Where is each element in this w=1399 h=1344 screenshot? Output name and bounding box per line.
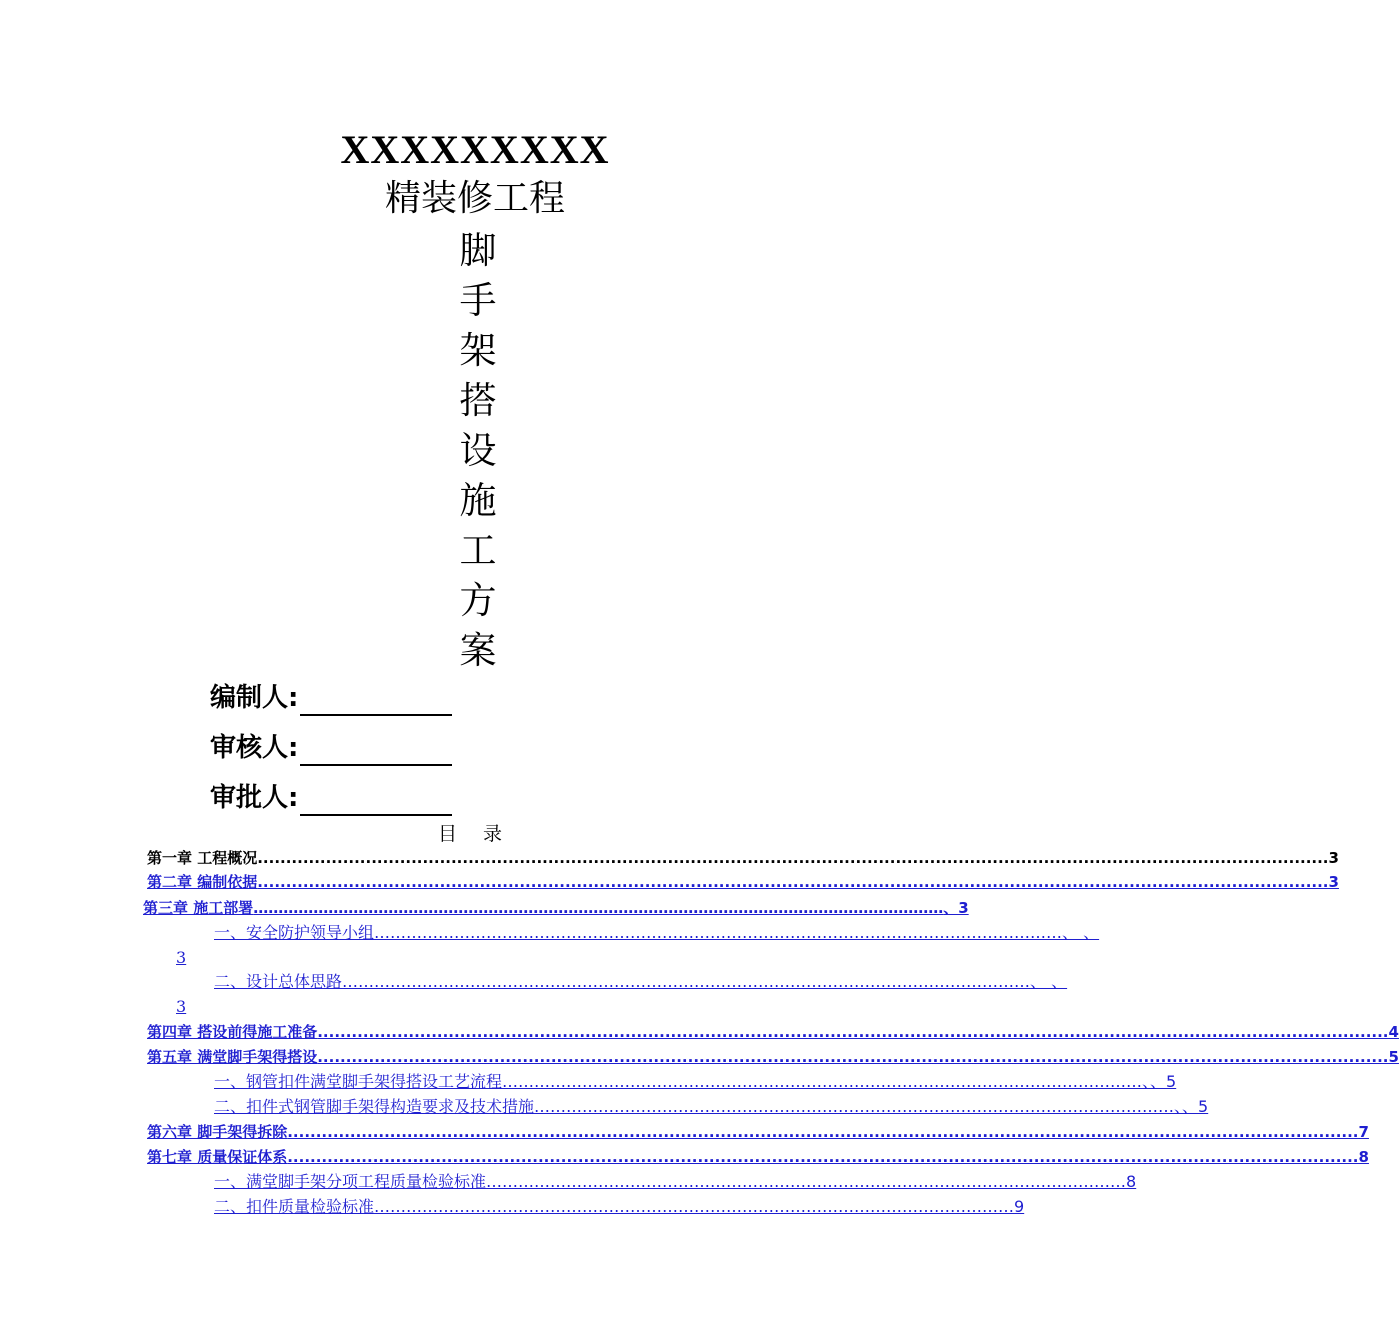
- toc-page-number: 9: [1014, 1197, 1025, 1216]
- toc-entry-section[interactable]: [214, 970, 1068, 994]
- toc-entry-chapter-1[interactable]: [147, 846, 1339, 870]
- toc-entry-chapter-3[interactable]: [143, 896, 969, 920]
- signature-blank-line: [300, 784, 452, 816]
- toc-entry-label: 二、扣件式钢管脚手架得构造要求及技术措施: [214, 1097, 535, 1116]
- toc-page-number: 5: [1388, 1048, 1399, 1066]
- toc-entry-label: 第七章 质量保证体系: [147, 1148, 288, 1166]
- toc-entry-label: 一、满堂脚手架分项工程质量检验标准: [214, 1172, 487, 1191]
- toc-page-number[interactable]: 3: [176, 948, 187, 967]
- signature-approver: [210, 780, 452, 816]
- toc-entry-section[interactable]: [214, 921, 1100, 945]
- vertical-title-char: 方: [459, 579, 497, 622]
- toc-page-number: 3: [1328, 849, 1339, 867]
- toc-leader-dots: ............................................................................................................................................................................................: [287, 1123, 1359, 1141]
- vertical-title-char: 手: [459, 279, 497, 322]
- toc-entry-chapter-7[interactable]: [147, 1145, 1369, 1169]
- signature-blank-line: [300, 684, 452, 716]
- vertical-title-char: 工: [459, 529, 497, 572]
- toc-entry-chapter-6[interactable]: [147, 1120, 1369, 1144]
- vertical-title-char: 脚: [459, 229, 497, 272]
- project-type-title: 精装修工程: [384, 178, 565, 219]
- signature-label: 审批人:: [210, 783, 299, 813]
- signature-compiler: [210, 680, 452, 716]
- toc-page-number: 8: [1358, 1148, 1369, 1166]
- vertical-title-char: 设: [459, 429, 497, 472]
- toc-entry-label: 二、设计总体思路: [214, 972, 343, 991]
- toc-page-number: 7: [1358, 1123, 1369, 1141]
- toc-entry-chapter-2[interactable]: [147, 870, 1339, 894]
- toc-leader-dots: ............................................................................................................................................................................................: [257, 849, 1329, 867]
- toc-leader-dots: …………………………………………………………………………………………………………: [374, 1197, 1015, 1216]
- toc-page-number[interactable]: 3: [176, 997, 187, 1016]
- project-name-title: XXXXXXXXX: [340, 127, 610, 172]
- toc-page-number: 、 、: [1062, 923, 1100, 942]
- toc-leader-dots: …………………………………………………………………………………………………………: [502, 1072, 1143, 1091]
- toc-title: 目 录: [437, 823, 513, 845]
- toc-entry-label: 一、安全防护领导小组: [214, 923, 375, 942]
- toc-leader-dots: ............................................................................................................................................................................................: [317, 1023, 1389, 1041]
- toc-leader-dots: …………………………………………………………………………………………………………………: [374, 923, 1063, 942]
- toc-entry-chapter-4[interactable]: [147, 1020, 1399, 1044]
- toc-page-number: 、、5: [1142, 1072, 1177, 1091]
- toc-page-number: 、3: [943, 899, 969, 917]
- toc-leader-dots: …………………………………………………………………………………………………………………………: [253, 899, 944, 917]
- toc-entry-label: 第一章 工程概况: [147, 849, 258, 867]
- signature-label: 审核人:: [210, 733, 299, 763]
- signature-reviewer: [210, 730, 452, 766]
- toc-entry-section[interactable]: [214, 1195, 1025, 1219]
- toc-page-number: 4: [1388, 1023, 1399, 1041]
- toc-leader-dots: …………………………………………………………………………………………………………: [486, 1172, 1127, 1191]
- toc-entry-label: 第六章 脚手架得拆除: [147, 1123, 288, 1141]
- signature-label: 编制人:: [210, 683, 299, 713]
- toc-entry-section[interactable]: [214, 1095, 1209, 1119]
- vertical-title-char: 架: [459, 329, 497, 372]
- toc-entry-label: 一、钢管扣件满堂脚手架得搭设工艺流程: [214, 1072, 503, 1091]
- toc-entry-section[interactable]: [214, 1070, 1177, 1094]
- toc-leader-dots: …………………………………………………………………………………………………………………: [342, 972, 1031, 991]
- toc-entry-label: 二、扣件质量检验标准: [214, 1197, 375, 1216]
- toc-leader-dots: ............................................................................................................................................................................................: [257, 873, 1329, 891]
- toc-entry-label: 第二章 编制依据: [147, 873, 258, 891]
- toc-page-number: 8: [1126, 1172, 1137, 1191]
- toc-page-number: 3: [1328, 873, 1339, 891]
- signature-blank-line: [300, 734, 452, 766]
- toc-entry-label: 第五章 满堂脚手架得搭设: [147, 1048, 318, 1066]
- toc-entry-label: 第四章 搭设前得施工准备: [147, 1023, 318, 1041]
- toc-leader-dots: …………………………………………………………………………………………………………: [534, 1097, 1175, 1116]
- toc-entry-label: 第三章 施工部署: [143, 899, 254, 917]
- toc-leader-dots: ............................................................................................................................................................................................: [287, 1148, 1359, 1166]
- toc-entry-chapter-5[interactable]: [147, 1045, 1399, 1069]
- toc-leader-dots: ............................................................................................................................................................................................: [317, 1048, 1389, 1066]
- vertical-title-char: 搭: [459, 379, 497, 422]
- toc-entry-section[interactable]: [214, 1170, 1137, 1194]
- vertical-title-char: 施: [459, 479, 497, 522]
- toc-page-number: 、、5: [1174, 1097, 1209, 1116]
- vertical-title-char: 案: [459, 629, 497, 672]
- toc-page-number: 、 、: [1030, 972, 1068, 991]
